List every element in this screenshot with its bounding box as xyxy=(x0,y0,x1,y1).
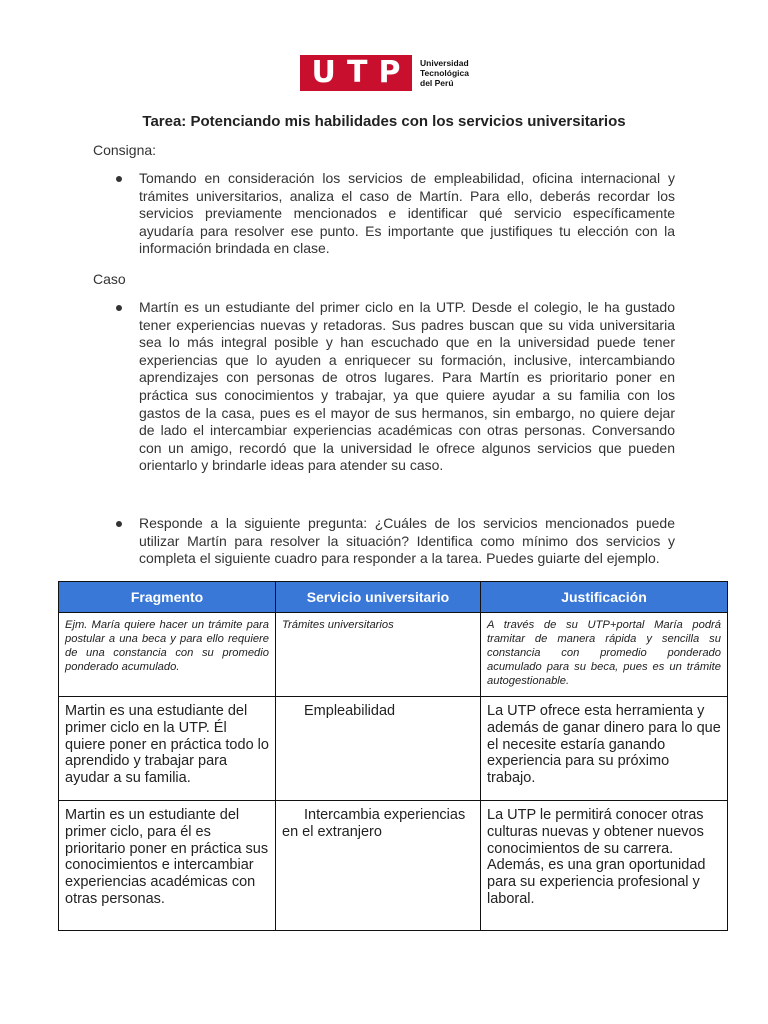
page-title: Tarea: Potenciando mis habilidades con los servicios universitarios xyxy=(142,113,626,130)
header-fragmento: Fragmento xyxy=(59,582,276,613)
table-cell xyxy=(276,801,481,931)
table-cell xyxy=(59,697,276,801)
row1-fragmento: Martin es una estudiante del primer ciclo en la UTP. Él quiere poner en práctica todo lo aprendido y trabajar para ayudar a su familia. xyxy=(65,703,269,787)
row1-servicio: Empleabilidad xyxy=(304,703,396,719)
table-cell xyxy=(276,697,481,801)
table-row-example xyxy=(59,613,728,697)
logo-letter-p: P xyxy=(378,55,401,90)
table-cell xyxy=(59,801,276,931)
example-servicio: Trámites universitarios xyxy=(282,619,394,631)
row2-justificacion: La UTP le permitirá conocer otras culturas nuevas y obtener nuevos conocimientos de su carrera. Además, es una gran oportunidad para su experiencia profesional y laboral. xyxy=(487,807,706,907)
table-cell xyxy=(481,613,728,697)
pregunta-paragraph: Responde a la siguiente pregunta: ¿Cuáles de los servicios mencionados puede utilizar Martín para resolver la situación? Identifica como mínimo dos servicios y completa el siguiente cuadro para responder a la tarea. Puedes guiarte del ejemplo. xyxy=(139,515,675,567)
caso-label: Caso xyxy=(93,271,126,287)
example-justificacion: A través de su UTP+portal María podrá tramitar de manera rápida y sencilla su constancia con promedio ponderado acumulado para su beca, pues es un trámite autogestionable. xyxy=(487,619,721,687)
example-fragmento: Ejm. María quiere hacer un trámite para postular a una beca y para ello requiere de una constancia con su promedio ponderado acumulado. xyxy=(65,619,269,673)
table-cell xyxy=(481,697,728,801)
table-cell xyxy=(481,801,728,931)
consigna-label: Consigna: xyxy=(93,142,157,158)
header-servicio: Servicio universitario xyxy=(276,582,481,613)
bullet-dot xyxy=(116,521,122,527)
bullet-dot xyxy=(116,176,122,182)
consigna-paragraph: Tomando en consideración los servicios de empleabilidad, oficina internacional y trámites universitarios, analiza el caso de Martín. Para ello, deberás recordar los servicios previamente mencionados e identificar qué servicio específicamente ayudaría para resolver ese punto. Es importante que justifiques tu elección con la información brindada en clase. xyxy=(139,170,675,257)
header-justificacion: Justificación xyxy=(481,582,728,613)
logo-line-2: Tecnológica xyxy=(420,68,469,78)
row2-servicio: Intercambia experiencias en el extranjero xyxy=(282,807,466,840)
row1-justificacion: La UTP ofrece esta herramienta y además de ganar dinero para lo que el necesite estaría ganando experiencia para su próximo trabajo. xyxy=(487,703,721,787)
utp-logo xyxy=(300,55,469,91)
logo-university-name xyxy=(420,58,469,88)
utp-logo-mark xyxy=(300,55,412,91)
row2-fragmento: Martin es un estudiante del primer ciclo, para él es prioritario poner en práctica sus conocimientos e intercambiar experiencias académicas con otras personas. xyxy=(65,807,269,907)
table-cell xyxy=(59,613,276,697)
bullet-dot xyxy=(116,305,122,311)
table-cell xyxy=(276,613,481,697)
logo-line-1: Universidad xyxy=(420,58,469,68)
answer-table xyxy=(58,581,728,931)
logo-line-3: del Perú xyxy=(420,78,454,88)
caso-paragraph: Martín es un estudiante del primer ciclo en la UTP. Desde el colegio, le ha gustado tener experiencias nuevas y retadoras. Sus padres buscan que su vida universitaria sea lo más integral posible y han escuchado que en la universidad puede tener experiencias que lo ayuden a enriquecer su formación, inclusive, intercambiando aprendizajes con personas de otros lugares. Para Martín es prioritario poner en práctica sus conocimientos y trabajar, ya que quiere ayudar a su familia con los gastos de la casa, pues es el mayor de sus hermanos, sin embargo, no quiere dejar de lado el intercambiar experiencias académicas con otras personas. Conversando con un amigo, recordó que la universidad le ofrece algunos servicios que pueden orientarlo y brindarle ideas para atender su caso. xyxy=(139,299,675,474)
table-header-row xyxy=(59,582,728,613)
logo-letter-u: U xyxy=(311,55,336,90)
logo-letter-t: T xyxy=(346,55,368,90)
table-row xyxy=(59,801,728,931)
table-row xyxy=(59,697,728,801)
